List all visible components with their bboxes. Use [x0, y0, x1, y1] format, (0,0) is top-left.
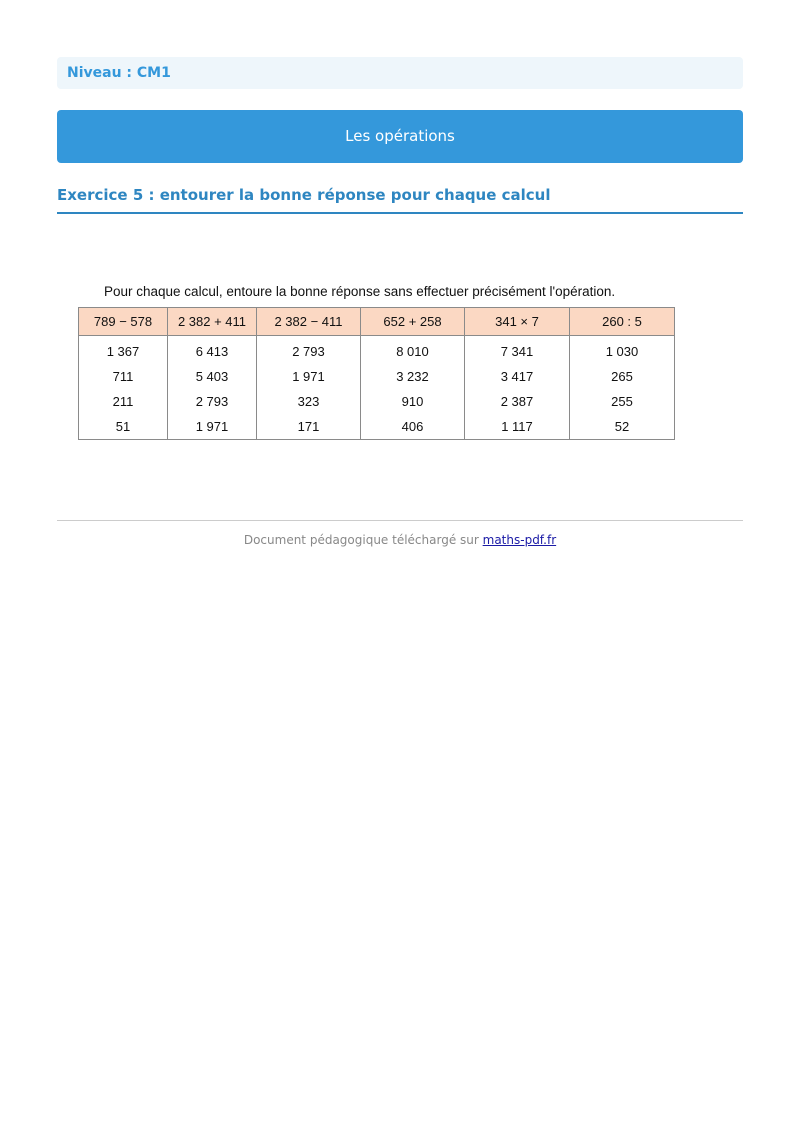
exercise-instruction: Pour chaque calcul, entoure la bonne réponse sans effectuer précisément l'opération. — [104, 284, 616, 299]
footer-link[interactable]: maths-pdf.fr — [482, 533, 557, 547]
answer-cell[interactable]: 211 — [79, 389, 168, 414]
calc-header: 789 − 578 — [79, 308, 168, 336]
footer-text: Document pédagogique téléchargé sur — [243, 533, 483, 547]
answer-cell[interactable]: 7 341 — [465, 336, 570, 365]
answer-cell[interactable]: 265 — [570, 364, 675, 389]
page-title: Les opérations — [57, 110, 743, 163]
answer-cell[interactable]: 8 010 — [361, 336, 465, 365]
answer-cell[interactable]: 711 — [79, 364, 168, 389]
table-row — [79, 336, 675, 365]
table-header-row — [79, 308, 675, 336]
answer-cell[interactable]: 2 387 — [465, 389, 570, 414]
calc-header: 652 + 258 — [361, 308, 465, 336]
answer-table — [78, 307, 675, 440]
answer-cell[interactable]: 2 793 — [257, 336, 361, 365]
answer-cell[interactable]: 1 971 — [257, 364, 361, 389]
answer-cell[interactable]: 3 417 — [465, 364, 570, 389]
answer-cell[interactable]: 6 413 — [168, 336, 257, 365]
table-row — [79, 389, 675, 414]
answer-cell[interactable]: 51 — [79, 414, 168, 440]
answer-cell[interactable]: 5 403 — [168, 364, 257, 389]
footer — [0, 533, 800, 547]
answer-cell[interactable]: 2 793 — [168, 389, 257, 414]
table-row — [79, 414, 675, 440]
answer-cell[interactable]: 406 — [361, 414, 465, 440]
answer-cell[interactable]: 3 232 — [361, 364, 465, 389]
exercise-title: Exercice 5 : entourer la bonne réponse pour chaque calcul — [57, 184, 743, 214]
calc-header: 2 382 − 411 — [257, 308, 361, 336]
answer-cell[interactable]: 52 — [570, 414, 675, 440]
answer-cell[interactable]: 910 — [361, 389, 465, 414]
answer-cell[interactable]: 171 — [257, 414, 361, 440]
answer-cell[interactable]: 323 — [257, 389, 361, 414]
answer-cell[interactable]: 1 971 — [168, 414, 257, 440]
calc-header: 260 : 5 — [570, 308, 675, 336]
answer-cell[interactable]: 1 117 — [465, 414, 570, 440]
calc-header: 2 382 + 411 — [168, 308, 257, 336]
table-row — [79, 364, 675, 389]
answer-cell[interactable]: 1 367 — [79, 336, 168, 365]
level-label: Niveau : CM1 — [57, 57, 743, 89]
footer-divider — [57, 520, 743, 521]
calc-header: 341 × 7 — [465, 308, 570, 336]
answer-cell[interactable]: 1 030 — [570, 336, 675, 365]
answer-cell[interactable]: 255 — [570, 389, 675, 414]
